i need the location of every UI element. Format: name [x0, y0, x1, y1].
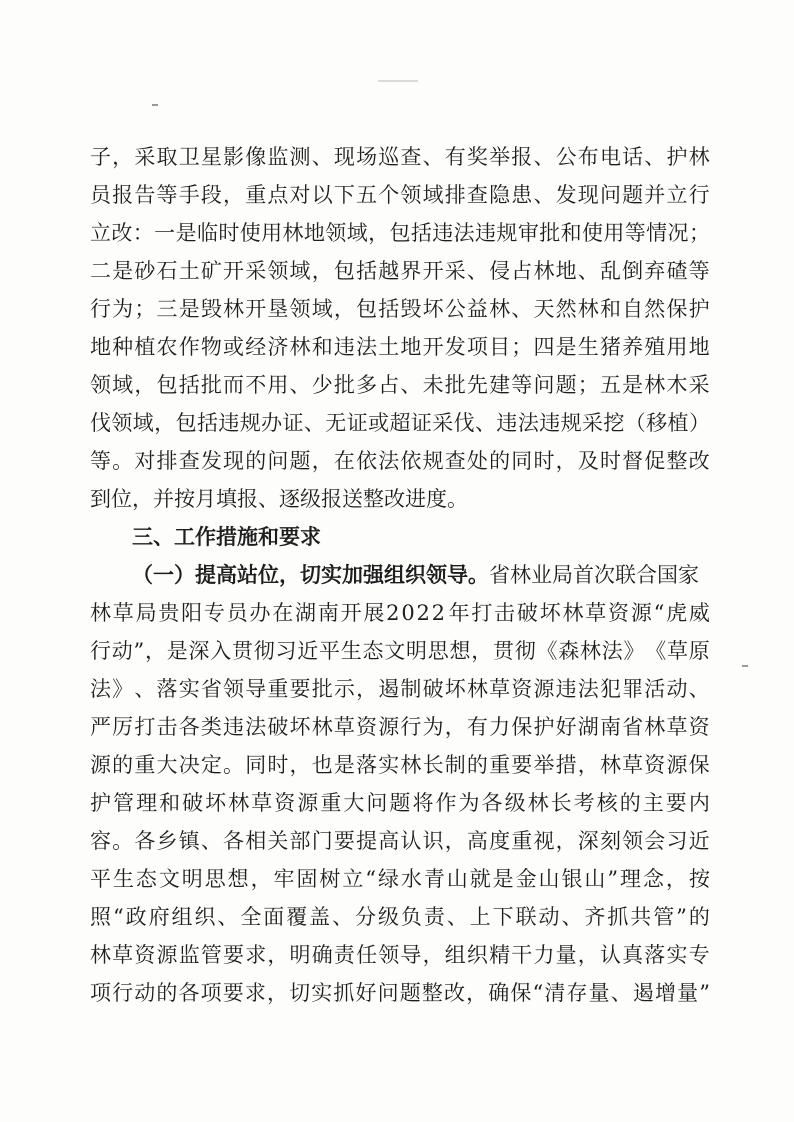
text-line: 容 。 各 乡 镇 、 各 相 关 部 门 要 提 高 认 识 ， 高 度 重 视 ， 深 刻 领 会 习 近 — [90, 829, 710, 853]
text-line: 领 域 ， 包 括 批 而 不 用 、 少 批 多 占 、 未 批 先 建 等 问 题 ； 五 是 林 木 采 — [90, 373, 710, 397]
text-line: 平 生 态 文 明 思 想 ， 牢 固 树 立 “ 绿 水 青 山 就 是 金 山 银 山 ” 理 念 ， 按 — [90, 867, 710, 891]
text-line: 到位，并按月填报、逐级报送整改进度。 — [90, 487, 468, 511]
text-line: 项 行 动 的 各 项 要 求 ， 切 实 抓 好 问 题 整 改 ， 确 保 “ 清 存 量 、 遏 增 量 ” — [90, 981, 710, 1005]
text-line: 行 动 ” ， 是 深 入 贯 彻 习 近 平 生 态 文 明 思 想 ， 贯 彻 《 森 林 法 》 《 草 原 — [90, 639, 710, 663]
text-line: 等 。 对 排 查 发 现 的 问 题 ， 在 依 法 依 规 查 处 的 同 时 ， 及 时 督 促 整 改 — [90, 449, 710, 473]
text-line: 立 改 ： 一 是 临 时 使 用 林 地 领 域 ， 包 括 违 法 违 规 审 批 和 使 用 等 情 况 ； — [90, 221, 710, 245]
scan-mark-right — [742, 665, 748, 667]
text-line: 照 “ 政 府 组 织 、 全 面 覆 盖 、 分 级 负 责 、 上 下 联 动 、 齐 抓 共 管 ” 的 — [90, 905, 710, 929]
text-line: 二 是 砂 石 土 矿 开 采 领 域 ， 包 括 越 界 开 采 、 侵 占 林 地 、 乱 倒 弃 碴 等 — [90, 259, 710, 283]
section-heading: 三、工作措施和要求 — [132, 525, 321, 549]
text-line: 地 种 植 农 作 物 或 经 济 林 和 违 法 土 地 开 发 项 目 ； 四 是 生 猪 养 殖 用 地 — [90, 335, 710, 359]
text-line: 护 管 理 和 破 坏 林 草 资 源 重 大 问 题 将 作 为 各 级 林 长 考 核 的 主 要 内 — [90, 791, 710, 815]
text-line: 伐 领 域 ， 包 括 违 规 办 证 、 无 证 或 超 证 采 伐 、 违 法 违 规 采 挖 （ 移 植 ） — [90, 411, 710, 435]
text-line: 员 报 告 等 手 段 ， 重 点 对 以 下 五 个 领 域 排 查 隐 患 、 发 现 问 题 并 立 行 — [90, 183, 710, 207]
paragraph-after-heading — [90, 594, 710, 1012]
text-line: 林 草 资 源 监 管 要 求 ， 明 确 责 任 领 导 ， 组 织 精 干 力 量 ， 认 真 落 实 专 — [90, 943, 710, 967]
paragraph-before-heading — [90, 138, 710, 518]
document-body — [90, 138, 710, 1012]
scan-mark-left — [152, 104, 158, 106]
text-line: 法 》 、 落 实 省 领 导 重 要 批 示 ， 遏 制 破 坏 林 草 资 源 违 法 犯 罪 活 动 、 — [90, 677, 710, 701]
text-line: 严 厉 打 击 各 类 违 法 破 坏 林 草 资 源 行 为 ， 有 力 保 护 好 湖 南 省 林 草 资 — [90, 715, 710, 739]
text-line: 源 的 重 大 决 定 。 同 时 ， 也 是 落 实 林 长 制 的 重 要 举 措 ， 林 草 资 源 保 — [90, 753, 710, 777]
subsection-first-text: 省林业局首次联合国家 — [489, 563, 699, 587]
subsection-first-line — [90, 556, 710, 594]
text-line: 行 为 ； 三 是 毁 林 开 垦 领 域 ， 包 括 毁 坏 公 益 林 、 天 然 林 和 自 然 保 护 — [90, 297, 710, 321]
text-line: 林 草 局 贵 阳 专 员 办 在 湖 南 开 展 2 0 2 2 年 打 击 破 坏 林 草 资 源 “ 虎 威 — [90, 601, 710, 625]
subsection-title: （一）提高站位，切实加强组织领导。 — [132, 562, 489, 587]
text-line: 子 ， 采 取 卫 星 影 像 监 测 、 现 场 巡 查 、 有 奖 举 报 、 公 布 电 话 、 护 林 — [90, 145, 710, 169]
scan-mark-top — [378, 80, 418, 82]
